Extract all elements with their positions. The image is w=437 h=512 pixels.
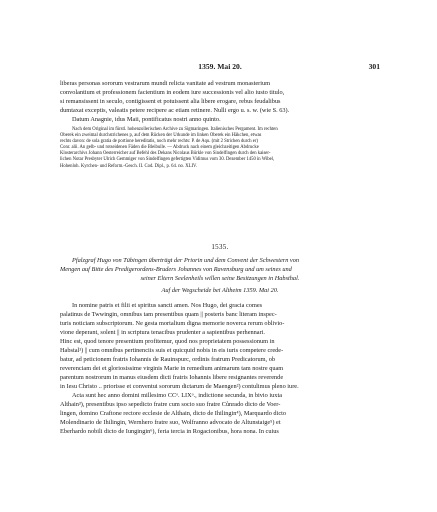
text-line: liberas personas sororum vestrarum mundi relicta vanitate ad vestrum monasterium: [60, 80, 271, 87]
note-line: lichen Notar Presbyter Ulrich Gemmiger von Sindelfingen gefertigten Vidimus vom 30. Dezember 1450 in Wibel,: [60, 157, 275, 163]
text-line: batur, ad peticionem fratris Iohannis de Rauinspurc, ordinis fratrum Predicatorum, ob: [60, 356, 276, 363]
text-line: lingen, domino Craftone rectore ecclesie de Althain, dicto de Ihilingin⁴), Marquardo dicto: [60, 410, 287, 417]
running-title: 1359. Mai 20.: [198, 62, 242, 71]
note-line: Conr. alii. An gelb- und rotseidenen Fäden die Bleibulle. — Abdruck nach einem gleichzeitigen Abdrucke: [60, 145, 259, 151]
note-line: Nach dem Original im fürstl. hohenzollerischen Archive zu Sigmaringen. Italienisches Pergament. Im rechten: [72, 127, 278, 132]
regest-line: Mengen auf Bitte des Predigerordens-Bruders Johannes von Ravensburg und um seines und: [60, 265, 292, 273]
text-line: vione deperant, solent || in scriptura tenacibus prudenter a sapientibus perhennari.: [60, 329, 266, 336]
note-line: rechts davon: de sola gratia de portione hereditatis, noch mehr rechts: P. de Aqu. (mit 2 Strichen durch er): [60, 139, 258, 145]
note-line: Hohenloh. Kyrchen- und Reform.-Gesch. II. Cod. Dipl., p. 64. no. XLIV.: [60, 163, 197, 169]
regest-line: seiner Eltern Seelenheils willen seine Besitzungen in Habsthal.: [140, 274, 300, 282]
text-line: turis noticiam subscriptorum. Ne gesta mortalium digna memorie noverca rerum oblivio-: [60, 320, 285, 327]
note-line: Oberek ein zweimal durchstrichenes p, auf dem Rücken der Urkunde im linken Oberek ein Häkchen, etwas: [60, 133, 262, 139]
text-line: dumtaxat exceptis, valeatis petere recipere ac etiam retinere. Nulli ergo u. s. w. (wie S. 63).: [60, 107, 290, 114]
datum-line: Datum Anagnie, idus Maii, pontificatus nostri anno quinto.: [72, 116, 221, 123]
text-line: palatinus de Twwingin, omnibus tam presentibus quam || posteris banc literam inspec-: [60, 311, 277, 318]
text-line: in Iesu Christo .. priorisse et conventui sororum dictarum de Maengen²) contulimus pleno iure.: [60, 383, 299, 390]
text-line: Acta sunt hec anno domini millesimo CCᵒ. LIXᵒ., indictione secunda, in bivio iuxta: [72, 392, 282, 399]
regest-line: Pfalzgraf Hugo von Tübingen überträgt der Priorin und dem Convent der Schwestern von: [72, 257, 300, 264]
text-line: Eberhardo nobili dicto de Iungingin⁶), feria tercia in Rogacionibus, hora nona. In cuius: [60, 428, 279, 435]
text-line: Molendinario de Ihilingin, Wernhero fratre suo, Wolfranno advocato de Altunstaige⁵) et: [60, 419, 281, 426]
text-line: In nomine patris et filii et spiritus sancti amen. Nos Hugo, dei gracia comes: [72, 302, 263, 309]
source-note: [60, 127, 380, 170]
text-line: Hinc est, quod tenore presentium profitemur, quod nos proprietatem possessionum in: [60, 338, 275, 345]
text-line: si remansissent in seculo, contigissent et potuissent alia libere erogare, rebus feudalibus: [60, 98, 281, 105]
charter-text: [60, 301, 380, 436]
document-number: 1535.: [211, 243, 229, 251]
note-line: Klosterarchivs Johann Oesterreicher auf Befehl des Dekans Nicolaus Bürkle von Sindelfingen durch den kaiser-: [60, 151, 271, 157]
date-line: Auf der Wegscheide bei Altheim 1359. Mai 20.: [161, 287, 279, 294]
text-line: Althain³), presentibus ipso sepedicto fratre cum socio suo fratre Cůnrado dicto de Voer-: [60, 401, 281, 408]
text-line: reverenciam dei et gloriosissime virginis Marie in remedium animarum tam nostre quam: [60, 365, 284, 372]
text-line: parentum nostrorum in manus eiusdem dicti fratris Iohannis libere resignantes reverende: [60, 374, 284, 381]
regest: [60, 257, 380, 283]
text-line: Habstal¹) || cum omnibus pertinenciis suis et quicquid nobis in eis iuris competere crede-: [60, 347, 284, 354]
text-line: convolantium et professionem facientium in eodem iure successionis vel alio iusto titulo,: [60, 89, 285, 96]
page-header: [60, 62, 380, 74]
continuation-paragraph: [60, 79, 380, 124]
page-number: 301: [368, 62, 380, 71]
